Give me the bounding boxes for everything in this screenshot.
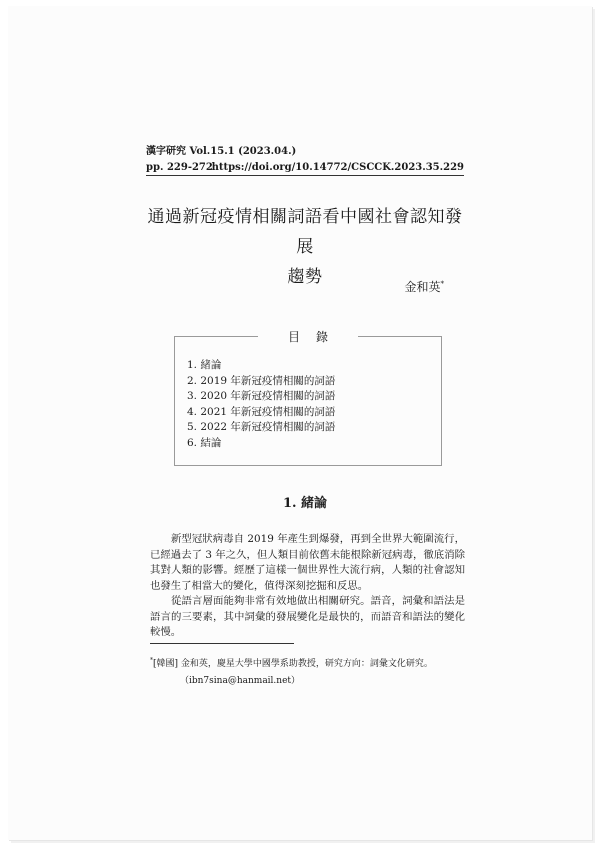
paper-page xyxy=(8,6,592,840)
toc-item: 1. 緒論 xyxy=(187,359,222,371)
header-divider xyxy=(146,175,464,176)
title-line-1: 通過新冠疫情相關詞語看中國社會認知發展 xyxy=(147,207,463,257)
author-name: 金和英 xyxy=(404,280,441,294)
toc-item: 3. 2020 年新冠疫情相關的詞語 xyxy=(187,390,336,402)
footnote-email[interactable]: （ibn7sina@hanmail.net） xyxy=(180,676,301,686)
title-line-2: 趨勢 xyxy=(287,267,323,287)
toc-item: 2. 2019 年新冠疫情相關的詞語 xyxy=(187,374,336,387)
author-footnote-mark[interactable]: * xyxy=(440,280,444,288)
section-heading: 1. 緒論 xyxy=(282,496,328,511)
toc-item: 4. 2021 年新冠疫情相關的詞語 xyxy=(187,405,336,418)
page-range: pp. 229-272 xyxy=(146,162,213,173)
toc-heading: 目錄 xyxy=(258,328,358,345)
footnote-line xyxy=(150,652,468,673)
toc-item: 5. 2022 年新冠疫情相關的詞語 xyxy=(187,421,336,433)
footnote-text: [韓國] 金和英，慶星大學中國學系助教授，研究方向：詞彙文化研究。 xyxy=(153,659,433,669)
footnote-divider xyxy=(150,643,294,644)
footnote xyxy=(150,652,468,690)
toc-item: 6. 結論 xyxy=(187,436,222,449)
body-paragraph: 從語言層面能夠非常有效地做出相關研究。語音，詞彙和語法是語言的三要素，其中詞彙的發展變化是最快的，而語音和語法的變化較慢。 xyxy=(150,595,465,638)
doi-link[interactable]: https://doi.org/10.14772/CSCCK.2023.35.229 xyxy=(211,162,464,173)
table-of-contents xyxy=(174,330,442,466)
toc-list xyxy=(187,358,335,451)
body-paragraph: 新型冠狀病毒自 2019 年產生到爆發，再到全世界大範圍流行，已經過去了 3 年之久，但人類目前依舊未能根除新冠病毒，徹底消除其對人類的影響。經歷了這樣一個世界性大流行病，人類的社會認知也發生了相當大的變化，值得深刻挖掘和反思。 xyxy=(150,533,465,592)
footnote-mark: * xyxy=(150,657,153,664)
journal-info: 漢字研究 Vol.15.1 (2023.04.) xyxy=(146,146,297,157)
author-line xyxy=(404,278,444,295)
body-text xyxy=(150,532,465,641)
